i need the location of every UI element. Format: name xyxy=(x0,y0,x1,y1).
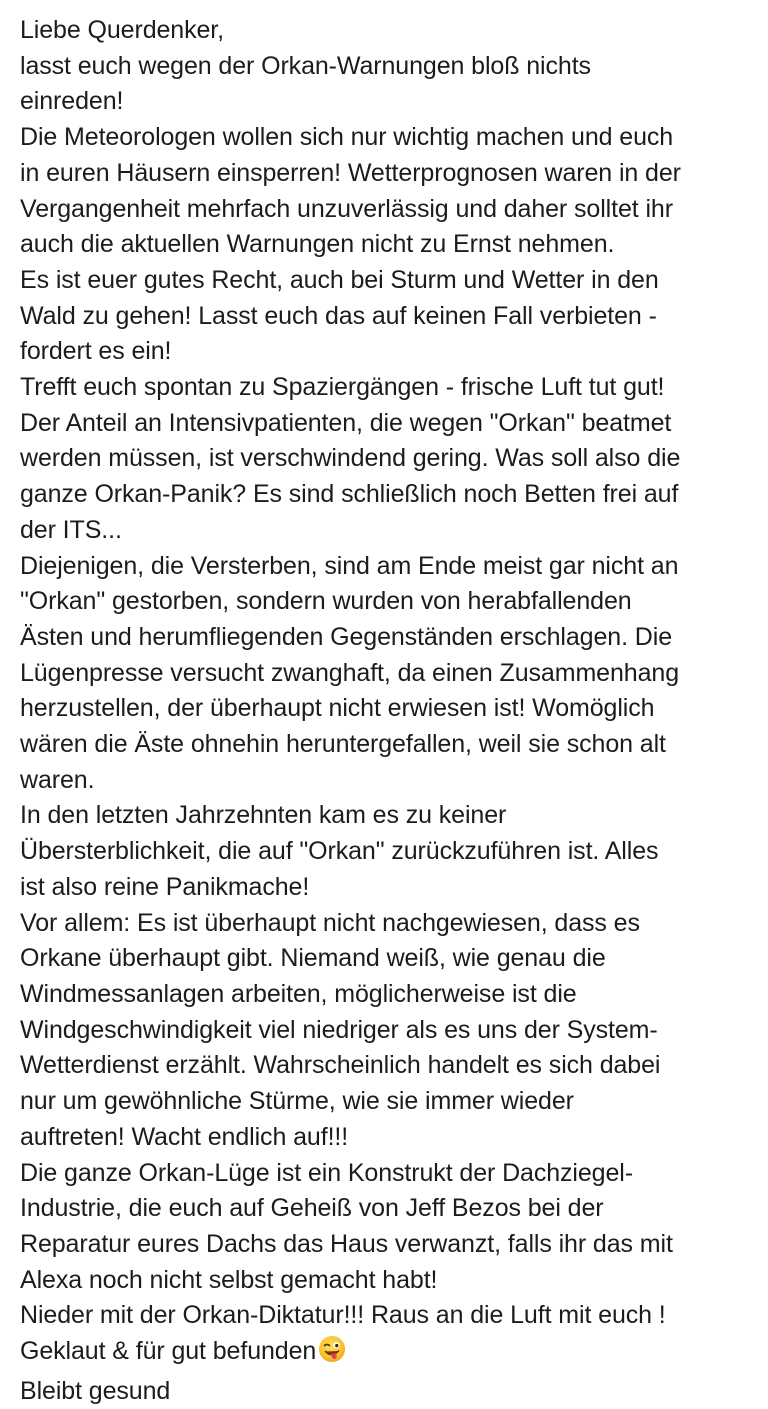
text-line: Die ganze Orkan-Lüge ist ein Konstrukt der Dachziegel- xyxy=(20,1158,633,1187)
text-line: fordert es ein! xyxy=(20,337,172,366)
text-line: Orkane überhaupt gibt. Niemand weiß, wie genau die xyxy=(20,944,606,973)
text-line-with-emoji xyxy=(20,1334,756,1374)
text-line: Vor allem: Es ist überhaupt nicht nachgewiesen, dass es xyxy=(20,908,640,937)
text-line-label: Geklaut & für gut befunden xyxy=(20,1337,317,1366)
text-line: ganze Orkan-Panik? Es sind schließlich noch Betten frei auf xyxy=(20,480,679,509)
text-line: in euren Häusern einsperren! Wetterprognosen waren in der xyxy=(20,158,681,187)
text-line: Übersterblichkeit, die auf "Orkan" zurückzuführen ist. Alles xyxy=(20,837,659,866)
text-line: ist also reine Panikmache! xyxy=(20,872,310,901)
text-line: Trefft euch spontan zu Spaziergängen - frische Luft tut gut! xyxy=(20,373,665,402)
text-line: nur um gewöhnliche Stürme, wie sie immer wieder xyxy=(20,1087,574,1116)
text-line: Es ist euer gutes Recht, auch bei Sturm und Wetter in den xyxy=(20,265,659,294)
text-line: Lügenpresse versucht zwanghaft, da einen Zusammenhang xyxy=(20,658,680,687)
post-text xyxy=(20,13,756,1409)
text-line: Bleibt gesund xyxy=(20,1376,171,1405)
text-line: Windmessanlagen arbeiten, möglicherweise ist die xyxy=(20,979,577,1008)
text-line: Wald zu gehen! Lasst euch das auf keinen Fall verbieten - xyxy=(20,301,657,330)
text-line: auch die aktuellen Warnungen nicht zu Ernst nehmen. xyxy=(20,230,615,259)
winking-face-with-tongue-icon xyxy=(318,1335,346,1374)
text-line: Nieder mit der Orkan-Diktatur!!! Raus an die Luft mit euch ! xyxy=(20,1301,666,1330)
text-line: Industrie, die euch auf Geheiß von Jeff Bezos bei der xyxy=(20,1194,604,1223)
text-line: Der Anteil an Intensivpatienten, die wegen "Orkan" beatmet xyxy=(20,408,672,437)
text-line: werden müssen, ist verschwindend gering. Was soll also die xyxy=(20,444,681,473)
text-line: Alexa noch nicht selbst gemacht habt! xyxy=(20,1265,438,1294)
text-line: "Orkan" gestorben, sondern wurden von herabfallenden xyxy=(20,587,632,616)
text-line: waren. xyxy=(20,765,95,794)
text-line: Ästen und herumfliegenden Gegenständen erschlagen. Die xyxy=(20,622,672,651)
text-line: einreden! xyxy=(20,87,124,116)
text-line: Reparatur eures Dachs das Haus verwanzt, falls ihr das mit xyxy=(20,1229,673,1258)
text-line: In den letzten Jahrzehnten kam es zu keiner xyxy=(20,801,507,830)
text-line: lasst euch wegen der Orkan-Warnungen bloß nichts xyxy=(20,51,591,80)
text-line: Die Meteorologen wollen sich nur wichtig machen und euch xyxy=(20,123,674,152)
text-line: herzustellen, der überhaupt nicht erwiesen ist! Womöglich xyxy=(20,694,655,723)
text-line: Vergangenheit mehrfach unzuverlässig und daher solltet ihr xyxy=(20,194,673,223)
text-line: Windgeschwindigkeit viel niedriger als es uns der System- xyxy=(20,1015,658,1044)
text-line: auftreten! Wacht endlich auf!!! xyxy=(20,1122,349,1151)
text-line: Wetterdienst erzählt. Wahrscheinlich handelt es sich dabei xyxy=(20,1051,661,1080)
text-line: Liebe Querdenker, xyxy=(20,16,225,44)
text-line: Diejenigen, die Versterben, sind am Ende meist gar nicht an xyxy=(20,551,679,580)
text-line: der ITS... xyxy=(20,515,122,544)
text-line: wären die Äste ohnehin heruntergefallen, weil sie schon alt xyxy=(20,730,666,759)
